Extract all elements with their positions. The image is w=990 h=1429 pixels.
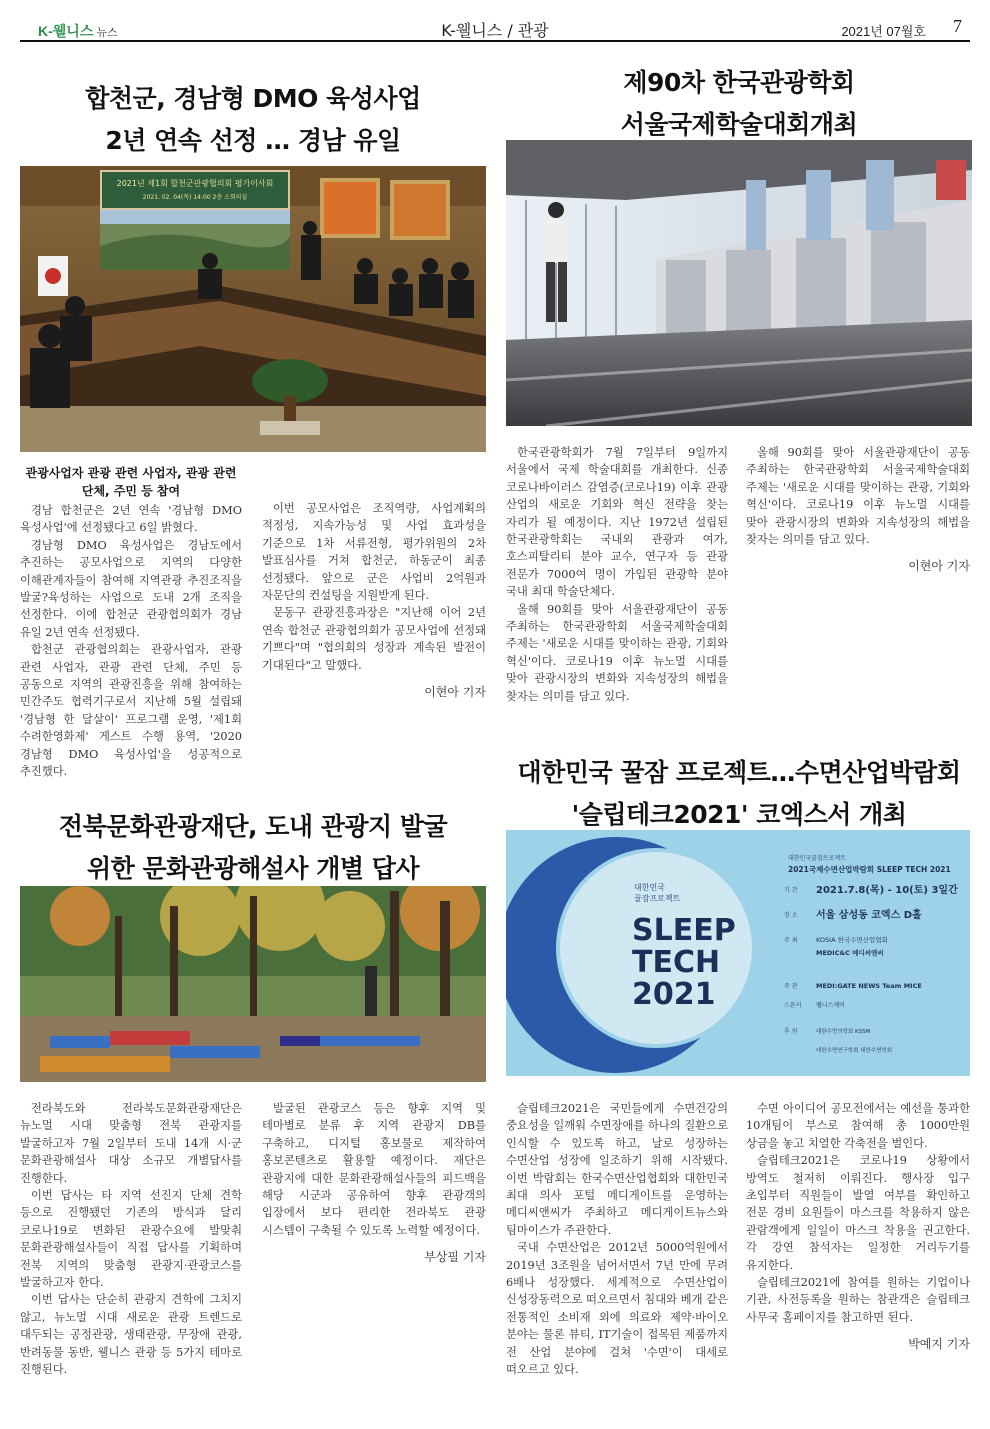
article2-column-2	[746, 444, 970, 576]
poster-title-2: TECH	[632, 945, 721, 980]
headline-line: 위한 문화관광해설사 개별 답사	[86, 854, 420, 883]
poster-row-value: 서울 삼성동 코엑스 D홀	[816, 910, 922, 921]
paragraph: 경남형 DMO 육성사업은 경남도에서 추진하는 공모사업으로 지역의 다양한 이해관계자들이 참여해 지역관광 추진조직을 발굴?육성하는 사업으로 도내 2개 조직을 선정한다. 이에 합천군 관광협의회가 경남 유일 2년 연속 선정됐다.	[20, 538, 242, 639]
article3-byline: 부상필 기자	[424, 1250, 486, 1265]
article1-column-1	[20, 464, 242, 781]
headline-line: 합천군, 경남형 DMO 육성사업	[85, 84, 421, 113]
poster-row-label: 기 간	[784, 887, 798, 894]
headline-line: '슬립테크2021' 코엑스서 개최	[571, 800, 907, 829]
article2-headline	[506, 62, 972, 146]
photo-banner-date: 2021. 02. 04(목) 14:00 2층 소회의실	[142, 194, 248, 201]
photo-banner-text: 2021년 제1회 합천군관광협의회 평가이사회	[116, 179, 274, 188]
poster-row-value: 2021.7.8(목) - 10(토) 3일간	[816, 885, 958, 896]
headline-line: 2년 연속 선정 … 경남 유일	[105, 126, 401, 155]
poster-title-1: SLEEP	[632, 913, 736, 948]
article4-column-2	[746, 1100, 970, 1354]
article3-column-2	[262, 1100, 486, 1267]
article1-subhead: 관광사업자 관광 관련 사업자, 관광 관련 단체, 주민 등 참여	[25, 466, 237, 498]
headline-line: 전북문화관광재단, 도내 관광지 발굴	[58, 812, 448, 841]
issue-date: 2021년 07월호	[841, 24, 926, 39]
logo-suffix: 뉴스	[96, 27, 118, 39]
article4-byline: 박예지 기자	[908, 1337, 970, 1352]
page-number: 7	[953, 16, 962, 36]
article1-column-2	[262, 500, 486, 701]
poster-row-value: 대한수면의학회 KSSM	[816, 1029, 871, 1035]
poster-row-value: MEDIC&C 메디씨앤씨	[816, 949, 884, 957]
paragraph: 올해 90회를 맞아 서울관광재단이 공동 주최하는 한국관광학회 서울국제학술대회 주제는 '새로운 시대를 맞이하는 관광, 기회와 혁신'이다. 코로나19 이후 뉴노멀 시대를 맞아 관광시장의 변화와 지속성장의 해법을 찾자는 의미를 담고 있다.	[746, 446, 970, 547]
article2-terminal-photo	[506, 140, 972, 426]
paragraph: 경남 합천군은 2년 연속 '경남형 DMO 육성사업'에 선정됐다고 6일 밝혔다.	[20, 504, 242, 535]
headline-line: 제90차 한국관광학회	[623, 68, 855, 97]
article1-byline: 이현아 기자	[424, 685, 486, 700]
poster-row-value: KOSIA 한국수면산업협회	[816, 936, 888, 944]
paragraph: 슬립테크2021은 코로나19 상황에서 방역도 철저히 이뤄진다. 행사장 입구 초입부터 직원들이 발열 여부를 확인하고 전문 경비 요원들이 마스크를 착용하지 않은 관람객에게 일일이 마스크 착용을 권고한다. 각 강연 참석자는 일정한 거리두기를 유지한다.	[746, 1154, 970, 1272]
article4-column-1	[506, 1100, 728, 1379]
poster-row-label: 장 소	[784, 912, 798, 919]
headline-line: 대한민국 꿀잠 프로젝트…수면산업박람회	[517, 758, 961, 787]
paragraph: 이번 공모사업은 조직역량, 사업계획의 적정성, 지속가능성 및 사업 효과성을 기준으로 1차 서류전형, 평가위원의 2차 발표심사를 거쳐 합천군, 하동군이 최종 선정됐다. 앞으로 군은 사업비 2억원과 자문단의 컨설팅을 지원받게 된다.	[262, 502, 486, 603]
poster-tag-2: 꿀잠프로젝트	[634, 894, 681, 903]
poster-row-label: 주 최	[784, 937, 798, 944]
poster-row-label: 후 원	[784, 1028, 798, 1035]
paragraph: 한국관광학회가 7월 7일부터 9일까지 서울에서 국제 학술대회를 개최한다. 신종 코로나바이러스 감염증(코로나19) 이후 관광 산업의 새로운 기회와 혁신 전략을 찾는 자리가 될 예정이다. 지난 1972년 설립된 한국관광학회는 국내외 관광과 여가, 호스피탈리티 분야 교수, 연구자 등 관광 전문가 7000여 명이 가입된 관광학 분야 국내 최대 학술단체다.	[506, 446, 728, 599]
paragraph: 이번 답사는 타 지역 선진지 단체 견학 등으로 진행됐던 기존의 방식과 달리 코로나19로 변화된 관광수요에 발맞춰 문화관광해설사들이 직접 답사를 기획하며 전북 지역의 맞춤형 관광지·관광코스를 발굴하고자 한다.	[20, 1189, 242, 1290]
paragraph: 전라북도와 전라북도문화관광재단은 뉴노멀 시대 맞춤형 전북 관광지를 발굴하고자 7월 2일부터 도내 14개 시·군 문화관광해설사 대상 소규모 개별답사를 진행한다.	[20, 1102, 242, 1185]
paragraph: 수면 아이디어 공모전에서는 예선을 통과한 10개팀이 부스로 참여해 총 1000만원 상금을 놓고 치열한 각축전을 벌인다.	[746, 1102, 970, 1150]
sleep-tech-poster	[506, 830, 970, 1076]
poster-top-tag: 대한민국꿀잠프로젝트	[788, 855, 846, 862]
poster-row-value: 웰니스케어	[816, 1002, 845, 1009]
paragraph: 국내 수면산업은 2012년 5000억원에서 2019년 3조원을 넘어서면서 7년 만에 무려 6배나 성장했다. 세계적으로 수면산업이 신성장동력으로 떠오르면서 침대와 베개 같은 전통적인 소비재 외에 의료와 제약·바이오 분야는 물론 뷰티, IT기술이 접목된 제품까지 전 산업 분야에 걸쳐 '수면'이 대세로 떠오르고 있다.	[506, 1241, 728, 1377]
article2-column-1	[506, 444, 728, 705]
article4-headline	[506, 752, 972, 836]
paragraph: 이번 답사는 단순히 관광지 견학에 그치지 않고, 뉴노멀 시대 새로운 관광 트렌드로 대두되는 공정관광, 생태관광, 무장애 관광, 반려동물 동반, 웰니스 관광 등 5가지 테마로 진행된다.	[20, 1293, 242, 1377]
article2-byline: 이현아 기자	[908, 559, 970, 574]
headline-line: 서울국제학술대회개최	[620, 110, 858, 139]
paragraph: 올해 90회를 맞아 서울관광재단이 공동 주최하는 한국관광학회 서울국제학술대회 주제는 '새로운 시대를 맞이하는 관광, 기회와 혁신'이다. 코로나19 이후 뉴노멀 시대를 맞아 관광시장의 변화와 지속성장의 해법을 찾자는 의미를 담고 있다.	[506, 602, 728, 703]
article3-column-1	[20, 1100, 242, 1379]
poster-row-label: 주 관	[784, 983, 798, 990]
poster-row-label: 스폰서	[784, 1002, 802, 1009]
paragraph: 슬립테크2021에 참여를 원하는 기업이나 기관, 사전등록을 원하는 참관객은 슬립테크 사무국 홈페이지를 참고하면 된다.	[746, 1276, 970, 1324]
poster-row-value: MEDI:GATE NEWS Team MICE	[816, 982, 922, 990]
poster-event-name: 2021국제수면산업박람회 SLEEP TECH 2021	[788, 865, 951, 874]
page-header	[20, 16, 970, 42]
article1-headline	[20, 78, 486, 162]
poster-tag-1: 대한민국	[634, 883, 665, 892]
article1-meeting-photo	[20, 166, 486, 452]
paragraph: 문동구 관광진흥과장은 "지난해 이어 2년 연속 합천군 관광협의회가 공모사업에 선정돼 기쁘다"며 "협의회의 성장과 계속된 발전이 기대된다"고 말했다.	[262, 606, 486, 672]
paragraph: 발굴된 관광코스 등은 향후 지역 및 테마별로 분류 후 지역 관광지 DB를 구축하고, 디지털 홍보물로 제작하여 홍보콘텐츠로 활용할 예정이다. 재단은 관광지에 대한 문화관광해설사들의 피드백을 해당 시군과 공유하여 향후 관광객의 입장에서 보다 편리한 전라북도 관광 시스템이 구축될 수 있도록 노력할 예정이다.	[262, 1102, 486, 1237]
article3-park-photo	[20, 886, 486, 1082]
logo-text: K-웰니스	[38, 23, 94, 39]
poster-row-value: 대한수면연구학회 대한수면학회	[816, 1048, 893, 1054]
article3-headline	[20, 806, 486, 890]
paragraph: 슬립테크2021은 국민들에게 수면건강의 중요성을 일깨워 수면장애를 하나의 질환으로 인식할 수 있도록 하고, 날로 성장하는 수면산업 성장에 일조하기 위해 시작됐다. 이번 박람회는 한국수면산업협회와 대한민국 최대 의사 포털 메디게이트를 운영하는 메디씨앤씨가 주최하고 메디게이트뉴스와 팀마이스가 주관한다.	[506, 1102, 728, 1237]
section-title: K-웰니스 / 관광	[441, 21, 549, 40]
paragraph: 합천군 관광협의회는 관광사업자, 관광 관련 사업자, 관광 관련 단체, 주민 등 공동으로 지역의 관광진흥을 위해 참여하는 민간주도 협력기구로서 지난해 5월 설립돼 '경남형 한 달살이' 프로그램 운영, '제1회 수려한영화제' 게스트 수행 용역, '2020 경남형 DMO 육성사업'을 성공적으로 추진했다.	[20, 643, 242, 779]
poster-year: 2021	[632, 977, 716, 1012]
